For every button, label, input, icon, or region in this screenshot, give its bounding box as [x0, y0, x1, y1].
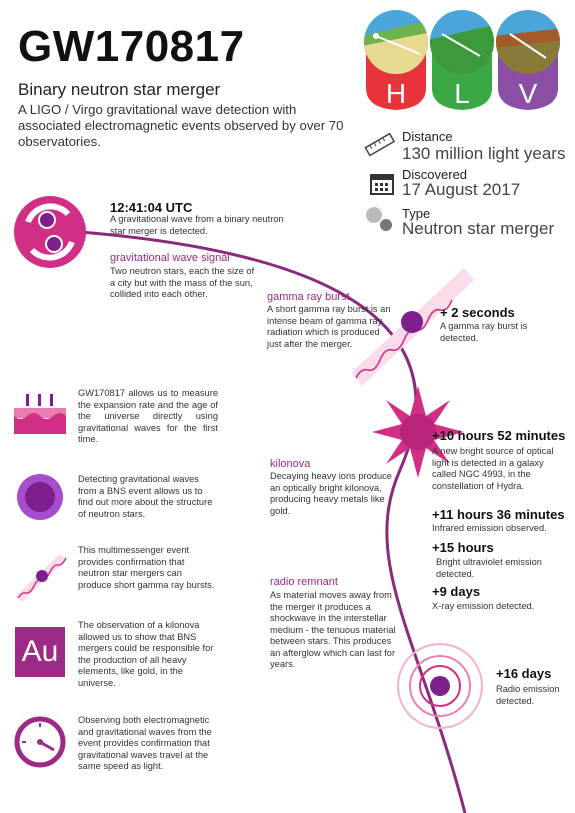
t1136-desc: Infrared emission observed.	[432, 523, 547, 533]
grb-time-desc: A gamma ray burst is detected.	[440, 321, 528, 343]
fact-expansion-text: GW170817 allows us to measure the expansion rate and the age of the universe directly using gravitational waves for the first time.	[78, 388, 218, 444]
svg-text:H: H	[385, 78, 407, 109]
t9d-desc: X-ray emission detected.	[432, 601, 535, 611]
distance-value: 130 million light years	[402, 144, 566, 163]
fact-gamma-text: This multimessenger event provides confirmation that neutron star mergers can produce short gamma ray bursts.	[78, 545, 215, 590]
grb-desc: A short gamma ray burst is an intense beam of gamma ray radiation which is produced just after the merger.	[267, 304, 391, 349]
gold-element-icon: Au	[15, 627, 65, 677]
intro-text: A LIGO / Virgo gravitational wave detection with associated electromagnetic events observed by over 70 observatories.	[18, 102, 344, 149]
discovered-label: Discovered	[402, 167, 468, 182]
type-label: Type	[402, 206, 431, 221]
grb-time: + 2 seconds	[440, 305, 515, 320]
gw-desc: A gravitational wave from a binary neutron star merger is detected.	[110, 214, 284, 236]
fact-neutron-text: Detecting gravitational waves from a BNS event allows us to find out more about the structure of neutron stars.	[78, 474, 213, 519]
t15-desc: Bright ultraviolet emission detected.	[436, 557, 542, 579]
svg-text:L: L	[454, 78, 470, 109]
t16d-desc: Radio emission detected.	[496, 684, 560, 706]
gw-time: 12:41:04 UTC	[110, 200, 193, 215]
t9d-time: +9 days	[432, 584, 481, 599]
svg-text:V: V	[518, 78, 538, 109]
type-value: Neutron star merger	[402, 219, 555, 238]
t15-time: +15 hours	[432, 540, 494, 555]
gw-signal-desc: Two neutron stars, each the size of a city but with the mass of the sun, collided into each other.	[110, 266, 255, 299]
discovered-value: 17 August 2017	[402, 180, 521, 199]
merger-swirl-icon	[14, 196, 86, 268]
gw-signal-title: gravitational wave signal	[110, 252, 230, 264]
grb-title: gamma ray burst	[267, 291, 350, 303]
cake-icon	[12, 388, 68, 438]
t1136-time: +11 hours 36 minutes	[432, 507, 565, 522]
radio-desc: As material moves away from the merger it produces a shockwave in the interstellar medium - the tenuous material between stars. This produces an afterglow which can last for years.	[270, 590, 396, 669]
page-subtitle: Binary neutron star merger	[18, 80, 221, 99]
kilonova-title: kilonova	[270, 458, 311, 470]
fact-speed-text: Observing both electromagnetic and gravitational waves from the event provides confirmation that gravitational waves travel at the same speed as light.	[78, 715, 212, 771]
page-title: GW170817	[18, 22, 245, 71]
radio-title: radio remnant	[270, 576, 338, 588]
radio-remnant-icon	[398, 644, 482, 728]
t16d-time: +16 days	[496, 666, 552, 681]
fact-gold-text: The observation of a kilonova allowed us to show that BNS mergers could be responsible for the production of all heavy elements, like gold, in the universe.	[78, 620, 214, 688]
neutron-star-icon	[14, 471, 66, 523]
t1052-time: +10 hours 52 minutes	[432, 428, 566, 443]
gamma-burst-icon	[12, 548, 70, 604]
kilonova-desc: Decaying heavy ions produce an optically bright kilonova, producing heavy metals like gold.	[270, 471, 392, 516]
t1052-desc: A new bright source of optical light is detected in a galaxy called NGC 4993, in the constellation of Hydra.	[432, 446, 554, 491]
speedometer-icon	[12, 714, 68, 770]
distance-label: Distance	[402, 129, 453, 144]
